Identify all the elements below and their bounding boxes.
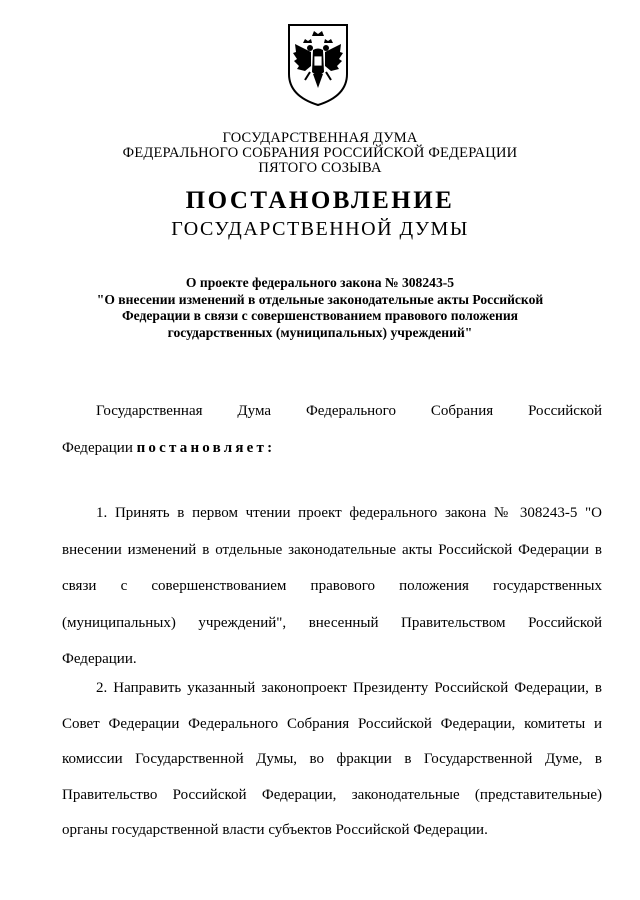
preamble-text: Федерации <box>62 440 137 456</box>
bill-line-1: О проекте федерального закона № 308243-5 <box>185 275 455 290</box>
bill-line-2: "О внесении изменений в отдельные законодательные акты Российской <box>96 291 544 307</box>
item-1-line-3: связи с совершенствованием правового положения государственных <box>62 578 602 594</box>
bill-heading <box>60 275 580 341</box>
header-line-3: ПЯТОГО СОЗЫВА <box>258 160 382 176</box>
item-2-line-2: Совет Федерации Федерального Собрания Российской Федерации, комитеты и <box>62 715 602 732</box>
preamble-line-1: Государственная Дума Федерального Собрания Российской <box>96 403 602 419</box>
item-2-line-5: органы государственной власти субъектов Российской Федерации. <box>62 822 488 838</box>
item-1-line-5: Федерации. <box>62 651 137 667</box>
item-2-line-3: комиссии Государственной Думы, во фракции в Государственной Думе, в <box>62 751 602 767</box>
preamble-line-2 <box>62 430 602 467</box>
preamble <box>62 393 602 467</box>
bill-line-4: государственных (муниципальных) учреждений" <box>167 324 473 340</box>
header-line-1: ГОСУДАРСТВЕННАЯ ДУМА <box>222 130 418 146</box>
item-1-line-2: внесении изменений в отдельные законодательные акты Российской Федерации в <box>62 541 602 558</box>
item-2 <box>62 671 602 849</box>
resolves-keyword: постановляет: <box>136 440 276 456</box>
item-1-line-4: (муниципальных) учреждений", внесенный Правительством Российской <box>62 614 602 631</box>
issuer-header <box>60 131 580 176</box>
document-title: ПОСТАНОВЛЕНИЕ <box>185 187 455 214</box>
item-1-line-1: 1. Принять в первом чтении проект федерального закона № 308243-5 "О <box>96 505 602 521</box>
coat-of-arms-icon <box>283 22 353 108</box>
item-2-line-4: Правительство Российской Федерации, законодательные (представительные) <box>62 786 602 803</box>
header-line-2: ФЕДЕРАЛЬНОГО СОБРАНИЯ РОССИЙСКОЙ ФЕДЕРАЦИИ <box>122 145 518 161</box>
document-subtitle: ГОСУДАРСТВЕННОЙ ДУМЫ <box>171 218 469 240</box>
item-2-line-1: 2. Направить указанный законопроект Президенту Российской Федерации, в <box>96 680 602 696</box>
item-1 <box>62 495 602 678</box>
bill-line-3: Федерации в связи с совершенствованием правового положения <box>121 308 519 323</box>
